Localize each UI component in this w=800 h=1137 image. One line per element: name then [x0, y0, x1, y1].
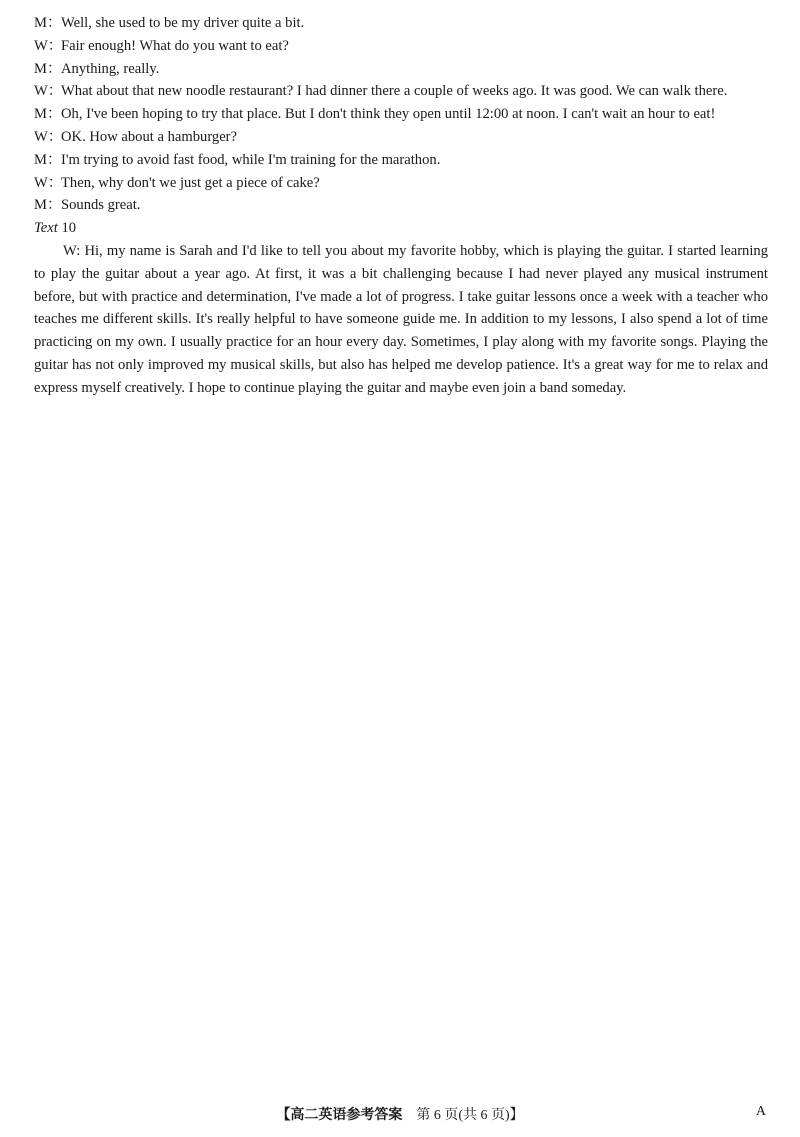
speaker-label: W：: [34, 128, 63, 145]
dialogue-line: [34, 80, 768, 103]
speaker-label: M：: [34, 15, 62, 31]
monologue-paragraph: W: Hi, my name is Sarah and I'd like to tell you about my favorite hobby, which is playing the guitar. I started learning to play the guitar about a year ago. At first, it was a bit challenging because I had never played any musical instrument before, but with practice and determination, I've made a lot of progress. I take guitar lessons once a week with a teacher who teaches me different skills. It's really helpful to have someone guide me. In addition to my lessons, I also spend a lot of time practicing on my own. I usually practice for an hour every day. Sometimes, I play along with my favorite songs. Playing the guitar has not only improved my musical skills, but also has helped me develop patience. It's a great way for me to relax and express myself creatively. I hope to continue playing the guitar and maybe even join a band someday.: [34, 242, 768, 396]
dialogue-text: What about that new noodle restaurant? I had dinner there a couple of weeks ago. It was good. We can walk there.: [61, 83, 728, 100]
dialogue-line: [34, 194, 768, 217]
speaker-label: M：: [34, 151, 62, 168]
document-body: [34, 12, 768, 400]
dialogue-line: [34, 126, 768, 149]
speaker-label: W：: [34, 37, 63, 54]
dialogue-text: OK. How about a hamburger?: [61, 128, 238, 145]
speaker-label: M：: [34, 60, 62, 77]
dialogue-text: Well, she used to be my driver quite a bit.: [61, 15, 305, 31]
dialogue-line: [34, 58, 768, 81]
dialogue-text: I'm trying to avoid fast food, while I'm training for the marathon.: [61, 151, 441, 168]
speaker-label: W：: [34, 83, 63, 100]
section-heading: [34, 217, 768, 240]
page-footer: [0, 1104, 800, 1126]
footer-version: A: [755, 1104, 766, 1119]
section-heading-number: 10: [61, 220, 77, 237]
section-heading-word: Text: [34, 220, 58, 237]
footer-page-info: 第 6 页(共 6 页)】: [416, 1108, 524, 1123]
footer-title-block: [0, 1104, 800, 1124]
speaker-label: M：: [34, 106, 62, 123]
dialogue-line: [34, 149, 768, 172]
dialogue-text: Fair enough! What do you want to eat?: [61, 37, 289, 54]
dialogue-line: [34, 12, 768, 35]
dialogue-text: Anything, really.: [61, 60, 160, 77]
dialogue-text: Then, why don't we just get a piece of cake?: [61, 174, 320, 191]
speaker-label: M：: [34, 197, 62, 214]
dialogue-line: [34, 35, 768, 58]
speaker-label: W：: [34, 174, 63, 191]
dialogue-text: Oh, I've been hoping to try that place. But I don't think they open until 12:00 at noon. I can't wait an hour to eat!: [61, 106, 716, 123]
dialogue-line: [34, 172, 768, 195]
dialogue-line: [34, 103, 768, 126]
dialogue-text: Sounds great.: [61, 197, 141, 214]
footer-title: 【高二英语参考答案: [276, 1107, 403, 1123]
